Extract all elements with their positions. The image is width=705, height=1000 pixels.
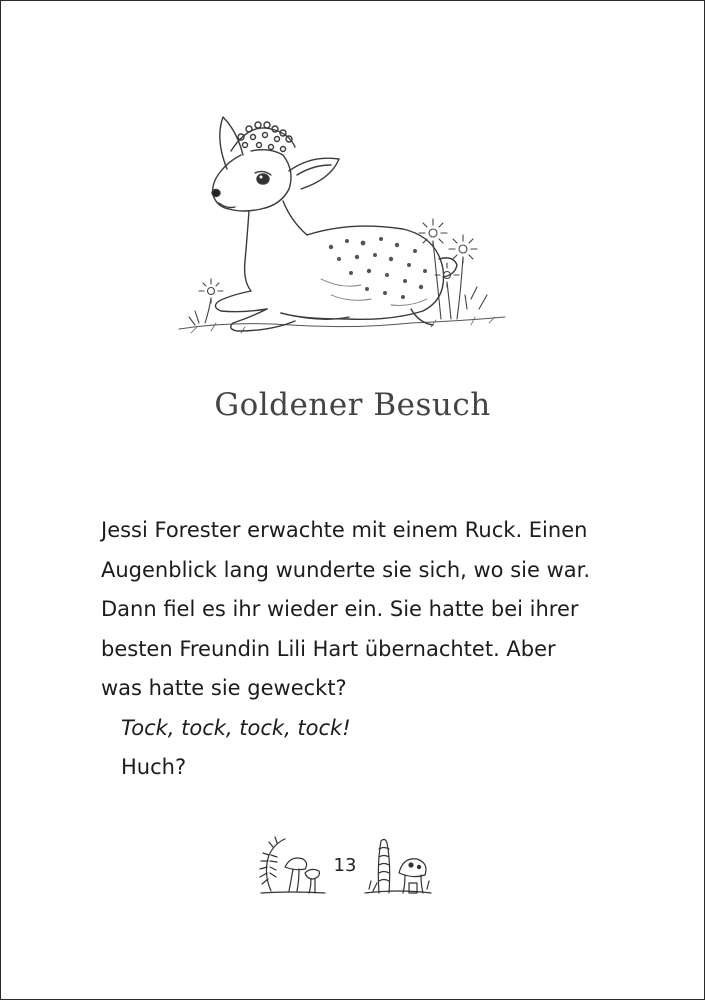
- text-line: Dann fiel es ihr wieder ein. Sie hatte bei ihrer: [101, 597, 579, 621]
- text-line: besten Freundin Lili Hart übernachtet. Aber: [101, 636, 556, 661]
- page-footer: [251, 833, 451, 903]
- text-line: Huch?: [121, 755, 187, 779]
- text-line: was hatte sie geweckt?: [101, 676, 347, 700]
- text-line: Augenblick lang wunderte sie sich, wo sie war.: [101, 557, 590, 582]
- mushroom-house-icon: [359, 833, 433, 899]
- body-text: [101, 511, 621, 788]
- page-number: 13: [333, 855, 357, 876]
- fern-mushroom-icon: [255, 833, 327, 899]
- chapter-title: Goldener Besuch: [214, 387, 491, 423]
- text-line-sound: Tock, tock, tock, tock!: [121, 715, 351, 740]
- text-line: Jessi Forester erwachte mit einem Ruck. Einen: [101, 518, 588, 542]
- fawn-illustration: [171, 109, 511, 344]
